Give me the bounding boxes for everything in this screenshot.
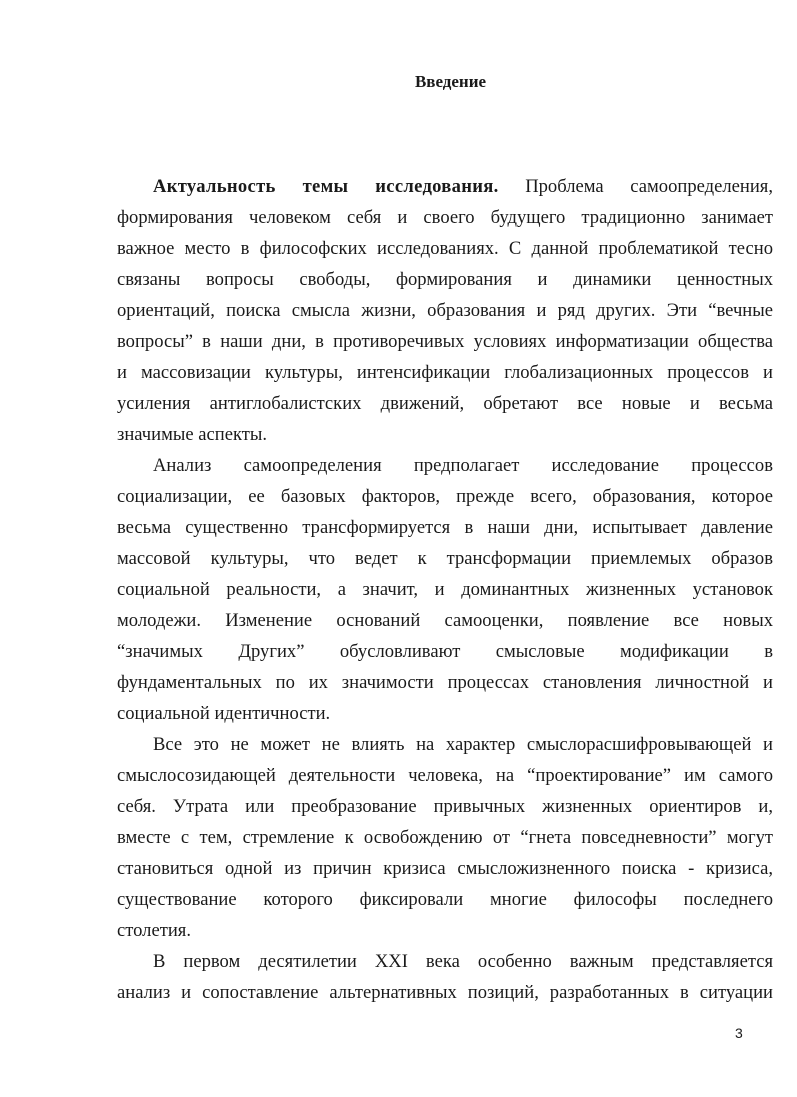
line-text: и массовизации культуры, интенсификации глобализационных процессов и: [117, 362, 773, 383]
line-text: столетия.: [117, 920, 191, 941]
text-line: [117, 295, 773, 326]
text-line: [117, 326, 773, 357]
text-line: [117, 450, 773, 481]
text-line: [117, 264, 773, 295]
line-text: вопросы” в наши дни, в противоречивых условиях информатизации общества: [117, 331, 773, 352]
line-text: смыслосозидающей деятельности человека, на “проектирование” им самого: [117, 765, 773, 786]
text-line: [117, 791, 773, 822]
paragraph: [117, 171, 773, 450]
line-text: молодежи. Изменение оснований самооценки, появление все новых: [117, 610, 773, 631]
line-text: “значимых Других” обусловливают смысловые модификации в: [117, 641, 773, 662]
paragraph: [117, 729, 773, 946]
text-line: [117, 543, 773, 574]
line-text: весьма существенно трансформируется в наши дни, испытывает давление: [117, 517, 773, 538]
line-text: значимые аспекты.: [117, 424, 268, 445]
line-text: ориентаций, поиска смысла жизни, образования и ряд других. Эти “вечные: [117, 300, 773, 321]
line-text: связаны вопросы свободы, формирования и динамики ценностных: [117, 269, 773, 290]
section-lead-heading: Актуальность темы исследования.: [153, 176, 499, 197]
page-title: Введение: [414, 72, 487, 91]
line-text: важное место в философских исследованиях. С данной проблематикой тесно: [117, 238, 773, 259]
text-line: [117, 605, 773, 636]
text-line: [117, 729, 773, 760]
line-text: Все это не может не влиять на характер смыслорасшифровывающей и: [153, 734, 773, 755]
page-number: 3: [735, 1025, 743, 1041]
text-line: [117, 233, 773, 264]
line-text: Анализ самоопределения предполагает исследование процессов: [153, 455, 773, 476]
line-text: становиться одной из причин кризиса смысложизненного поиска - кризиса,: [117, 858, 773, 879]
line-text: В первом десятилетии XXI века особенно важным представляется: [153, 951, 773, 972]
line-text: себя. Утрата или преобразование привычных жизненных ориентиров и,: [117, 796, 773, 817]
text-line: [117, 636, 773, 667]
line-text: социальной реальности, а значит, и доминантных жизненных установок: [117, 579, 773, 600]
line-text: фундаментальных по их значимости процессах становления личностной и: [117, 672, 773, 693]
text-line: [117, 574, 773, 605]
document-body: [117, 171, 773, 1008]
text-line: [117, 388, 773, 419]
text-line: [117, 667, 773, 698]
line-text: социальной идентичности.: [117, 703, 331, 724]
text-line: [117, 822, 773, 853]
line-text: вместе с тем, стремление к освобождению от “гнета повседневности” могут: [117, 827, 773, 848]
line-text: формирования человеком себя и своего будущего традиционно занимает: [117, 207, 773, 228]
line-text: Проблема самоопределения,: [498, 176, 773, 197]
line-text: массовой культуры, что ведет к трансформации приемлемых образов: [117, 548, 773, 569]
text-line: [117, 171, 773, 202]
line-text: социализации, ее базовых факторов, прежде всего, образования, которое: [117, 486, 773, 507]
text-line: [117, 853, 773, 884]
text-line: [117, 202, 773, 233]
text-line: [117, 357, 773, 388]
paragraph: [117, 946, 773, 1008]
text-line: [117, 512, 773, 543]
text-line: [117, 698, 773, 729]
text-line: [117, 481, 773, 512]
text-line: [117, 884, 773, 915]
line-text: анализ и сопоставление альтернативных позиций, разработанных в ситуации: [117, 982, 773, 1003]
paragraph: [117, 450, 773, 729]
text-line: [117, 977, 773, 1008]
text-line: [117, 760, 773, 791]
line-text: существование которого фиксировали многие философы последнего: [117, 889, 773, 910]
text-line: [117, 946, 773, 977]
text-line: [117, 915, 773, 946]
text-line: [117, 419, 773, 450]
line-text: усиления антиглобалистских движений, обретают все новые и весьма: [117, 393, 773, 414]
